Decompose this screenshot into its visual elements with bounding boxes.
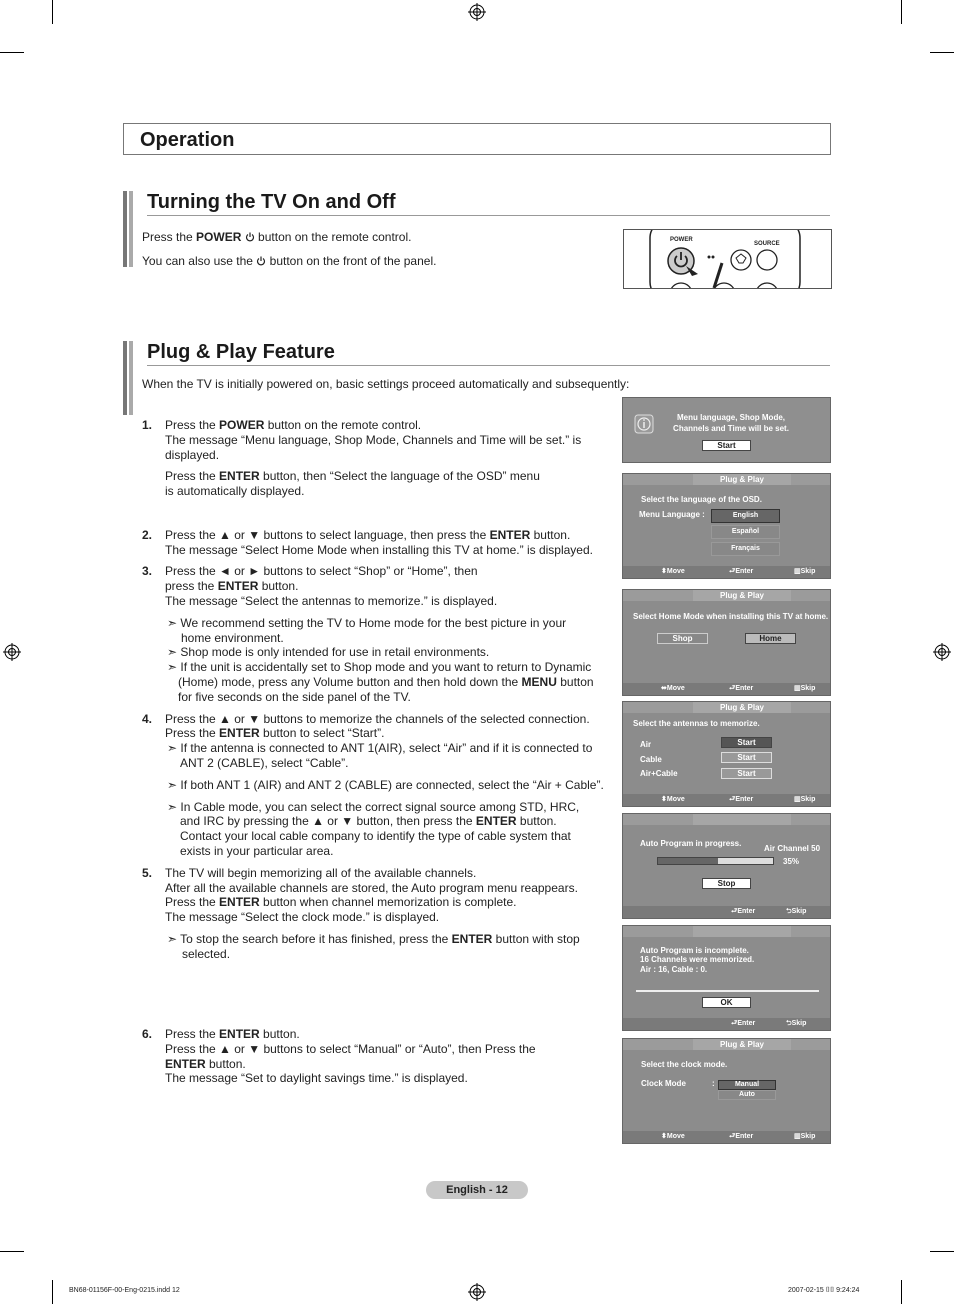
step-number: 4. xyxy=(142,712,153,726)
note-text: (Home) mode, press any Volume button and then hold down the MENU button xyxy=(178,675,594,689)
osd-header: Plug & Play xyxy=(693,1039,791,1050)
section-bar xyxy=(123,341,135,415)
power-icon xyxy=(256,256,266,266)
crop-mark xyxy=(930,1251,954,1252)
note-text: and IRC by pressing the ▲ or ▼ button, then press the ENTER button. xyxy=(180,814,557,828)
power-icon xyxy=(245,232,255,242)
plug-play-intro: When the TV is initially powered on, basic settings proceed automatically and subsequently: xyxy=(142,377,630,391)
osd-row-air-cable: Air+Cable xyxy=(640,769,678,778)
step-text: The TV will begin memorizing all of the available channels. xyxy=(165,866,477,880)
remote-power-label: POWER xyxy=(670,237,693,243)
osd-screen-antennas xyxy=(622,701,831,807)
note-text: ➣ If both ANT 1 (AIR) and ANT 2 (CABLE) are connected, select the “Air + Cable”. xyxy=(167,778,604,792)
step-text: The message “Set to daylight savings time.” is displayed. xyxy=(165,1071,468,1085)
registration-mark-icon xyxy=(468,3,486,21)
crop-mark xyxy=(901,0,902,24)
remote-control-icon xyxy=(624,230,832,289)
step-number: 6. xyxy=(142,1027,153,1041)
osd-header: Plug & Play xyxy=(693,702,791,713)
osd-label: Clock Mode xyxy=(641,1079,686,1088)
note-text: ➣ In Cable mode, you can select the correct signal source among STD, HRC, xyxy=(167,800,580,814)
osd-home-button[interactable]: Home xyxy=(745,633,796,644)
osd-colon: : xyxy=(712,1079,715,1088)
step-number: 5. xyxy=(142,866,153,880)
osd-start-cable-button[interactable]: Start xyxy=(721,752,772,763)
step-text: After all the available channels are stored, the Auto program menu reappears. xyxy=(165,881,578,895)
step-number: 2. xyxy=(142,528,153,542)
crop-mark xyxy=(0,1251,24,1252)
step-text: The message “Menu language, Shop Mode, Channels and Time will be set.” is xyxy=(165,433,582,447)
note-text: ➣ If the unit is accidentally set to Shop mode and you want to return to Dynamic xyxy=(167,660,592,674)
step-text: Press the ENTER button when channel memorization is complete. xyxy=(165,895,517,909)
osd-option-auto[interactable]: Auto xyxy=(718,1090,776,1100)
section-rule xyxy=(147,365,830,366)
osd-option-francais[interactable]: Français xyxy=(711,542,780,556)
step-text: The message “Select the antennas to memorize.” is displayed. xyxy=(165,594,498,608)
step-number: 3. xyxy=(142,564,153,578)
osd-ok-button[interactable]: OK xyxy=(702,997,751,1008)
note-text: Contact your local cable company to identify the type of cable system that xyxy=(180,829,571,843)
step-text: Press the ▲ or ▼ buttons to select language, then press the ENTER button. xyxy=(165,528,571,542)
osd-screen-incomplete xyxy=(622,925,831,1031)
step-text: The message “Select Home Mode when installing this TV at home.” is displayed. xyxy=(165,543,593,557)
turning-on-line1: Press the POWER button on the remote control. xyxy=(142,230,412,244)
step-text: ENTER button. xyxy=(165,1057,246,1071)
step-number: 1. xyxy=(142,418,153,432)
info-icon xyxy=(634,414,654,434)
note-text: ANT 2 (CABLE), select “Cable”. xyxy=(180,756,349,770)
osd-footer: ⬍ Move ⮐ Enter ▥ Skip xyxy=(623,794,830,806)
section-title-turning-on: Turning the TV On and Off xyxy=(147,191,396,213)
remote-source-label: SOURCE xyxy=(754,241,780,247)
osd-footer: ⬍ Move ⮐ Enter ▥ Skip xyxy=(623,566,830,578)
section-bar xyxy=(123,191,135,267)
osd-header xyxy=(693,814,791,825)
osd-start-air-button[interactable]: Start xyxy=(721,737,772,748)
section-title-plug-play: Plug & Play Feature xyxy=(147,341,335,363)
note-text: ➣ To stop the search before it has finished, press the ENTER button with stop xyxy=(167,932,580,946)
osd-percent: 35% xyxy=(783,857,800,866)
osd-screen-auto-program xyxy=(622,813,831,919)
osd-line3: Air : 16, Cable : 0. xyxy=(640,965,708,974)
osd-option-english[interactable]: English xyxy=(711,509,780,523)
osd-screen-home-mode xyxy=(622,589,831,696)
note-text: ➣ If the antenna is connected to ANT 1(AIR), select “Air” and if it is connected to xyxy=(167,741,593,755)
osd-screen-language xyxy=(622,473,831,579)
osd-header: Plug & Play xyxy=(693,474,791,485)
remote-illustration xyxy=(623,229,832,289)
note-text: home environment. xyxy=(181,631,284,645)
osd-screen-clock-mode xyxy=(622,1038,831,1144)
osd-header xyxy=(693,926,791,937)
section-rule xyxy=(147,215,830,216)
crop-mark xyxy=(52,0,53,24)
osd-channel: Air Channel 50 xyxy=(764,844,821,853)
osd-option-espanol[interactable]: Español xyxy=(711,525,780,539)
osd-message-line2: Channels and Time will be set. xyxy=(673,424,789,433)
step-text: The message “Select the clock mode.” is displayed. xyxy=(165,910,440,924)
osd-progress-bar xyxy=(657,857,774,865)
osd-prompt: Auto Program in progress. xyxy=(640,839,742,848)
osd-prompt: Select Home Mode when installing this TV at home. xyxy=(633,612,829,621)
note-text: ➣ Shop mode is only intended for use in retail environments. xyxy=(167,645,490,659)
osd-row-air: Air xyxy=(640,740,652,749)
step-text: Press the ▲ or ▼ buttons to select “Manual” or “Auto”, then Press the xyxy=(165,1042,536,1056)
note-text: selected. xyxy=(182,947,231,961)
registration-mark-icon xyxy=(3,643,21,661)
osd-footer: ⬌ Move ⮐ Enter ▥ Skip xyxy=(623,683,830,695)
note-text: exists in your particular area. xyxy=(180,844,334,858)
osd-divider xyxy=(636,990,819,992)
step-text: press the ENTER button. xyxy=(165,579,299,593)
step-text: Press the ENTER button, then “Select the language of the OSD” menu xyxy=(165,469,540,483)
step-text: Press the POWER button on the remote control. xyxy=(165,418,422,432)
osd-label: Menu Language : xyxy=(639,510,705,519)
crop-mark xyxy=(901,1280,902,1304)
registration-mark-icon xyxy=(468,1283,486,1301)
osd-footer: ⮐ Enter ⮌ Skip xyxy=(623,1018,830,1030)
registration-mark-icon xyxy=(933,643,951,661)
osd-footer: ⮐ Enter ⮌ Skip xyxy=(623,906,830,918)
osd-prompt: Select the language of the OSD. xyxy=(641,495,762,504)
crop-mark xyxy=(930,52,954,53)
step-text: Press the ENTER button to select “Start”. xyxy=(165,726,385,740)
osd-header: Plug & Play xyxy=(693,590,791,601)
file-slug: BN68-01156F-00-Eng-0215.indd 12 xyxy=(69,1287,180,1294)
step-text: Press the ◄ or ► buttons to select “Shop” or “Home”, then xyxy=(165,564,478,578)
osd-stop-button[interactable]: Stop xyxy=(702,878,751,889)
note-text: for five seconds on the side panel of the TV. xyxy=(178,690,411,704)
osd-footer: ⬍ Move ⮐ Enter ▥ Skip xyxy=(623,1131,830,1143)
note-text: ➣ We recommend setting the TV to Home mode for the best picture in your xyxy=(167,616,567,630)
osd-line2: 16 Channels were memorized. xyxy=(640,955,755,964)
osd-row-cable: Cable xyxy=(640,755,662,764)
step-text: is automatically displayed. xyxy=(165,484,305,498)
page-number: English - 12 xyxy=(426,1181,528,1199)
osd-shop-button[interactable]: Shop xyxy=(657,633,708,644)
section-header-box xyxy=(123,123,831,155)
osd-option-manual[interactable]: Manual xyxy=(718,1080,776,1090)
osd-screen-message xyxy=(622,397,831,463)
page-title: Operation xyxy=(140,129,235,151)
osd-message-line1: Menu language, Shop Mode, xyxy=(677,413,785,422)
crop-mark xyxy=(0,52,24,53)
osd-prompt: Select the antennas to memorize. xyxy=(633,719,760,728)
osd-progress-fill xyxy=(658,858,718,864)
date-slug: 2007-02-15 ⌷⌷ 9:24:24 xyxy=(788,1287,860,1294)
osd-start-air-cable-button[interactable]: Start xyxy=(721,768,772,779)
step-text: Press the ▲ or ▼ buttons to memorize the channels of the selected connection. xyxy=(165,712,590,726)
crop-mark xyxy=(52,1280,53,1304)
turning-on-line2: You can also use the button on the front of the panel. xyxy=(142,254,437,268)
osd-line1: Auto Program is incomplete. xyxy=(640,946,749,955)
step-text: Press the ENTER button. xyxy=(165,1027,300,1041)
osd-prompt: Select the clock mode. xyxy=(641,1060,728,1069)
osd-start-button[interactable]: Start xyxy=(702,440,751,451)
step-text: displayed. xyxy=(165,448,220,462)
